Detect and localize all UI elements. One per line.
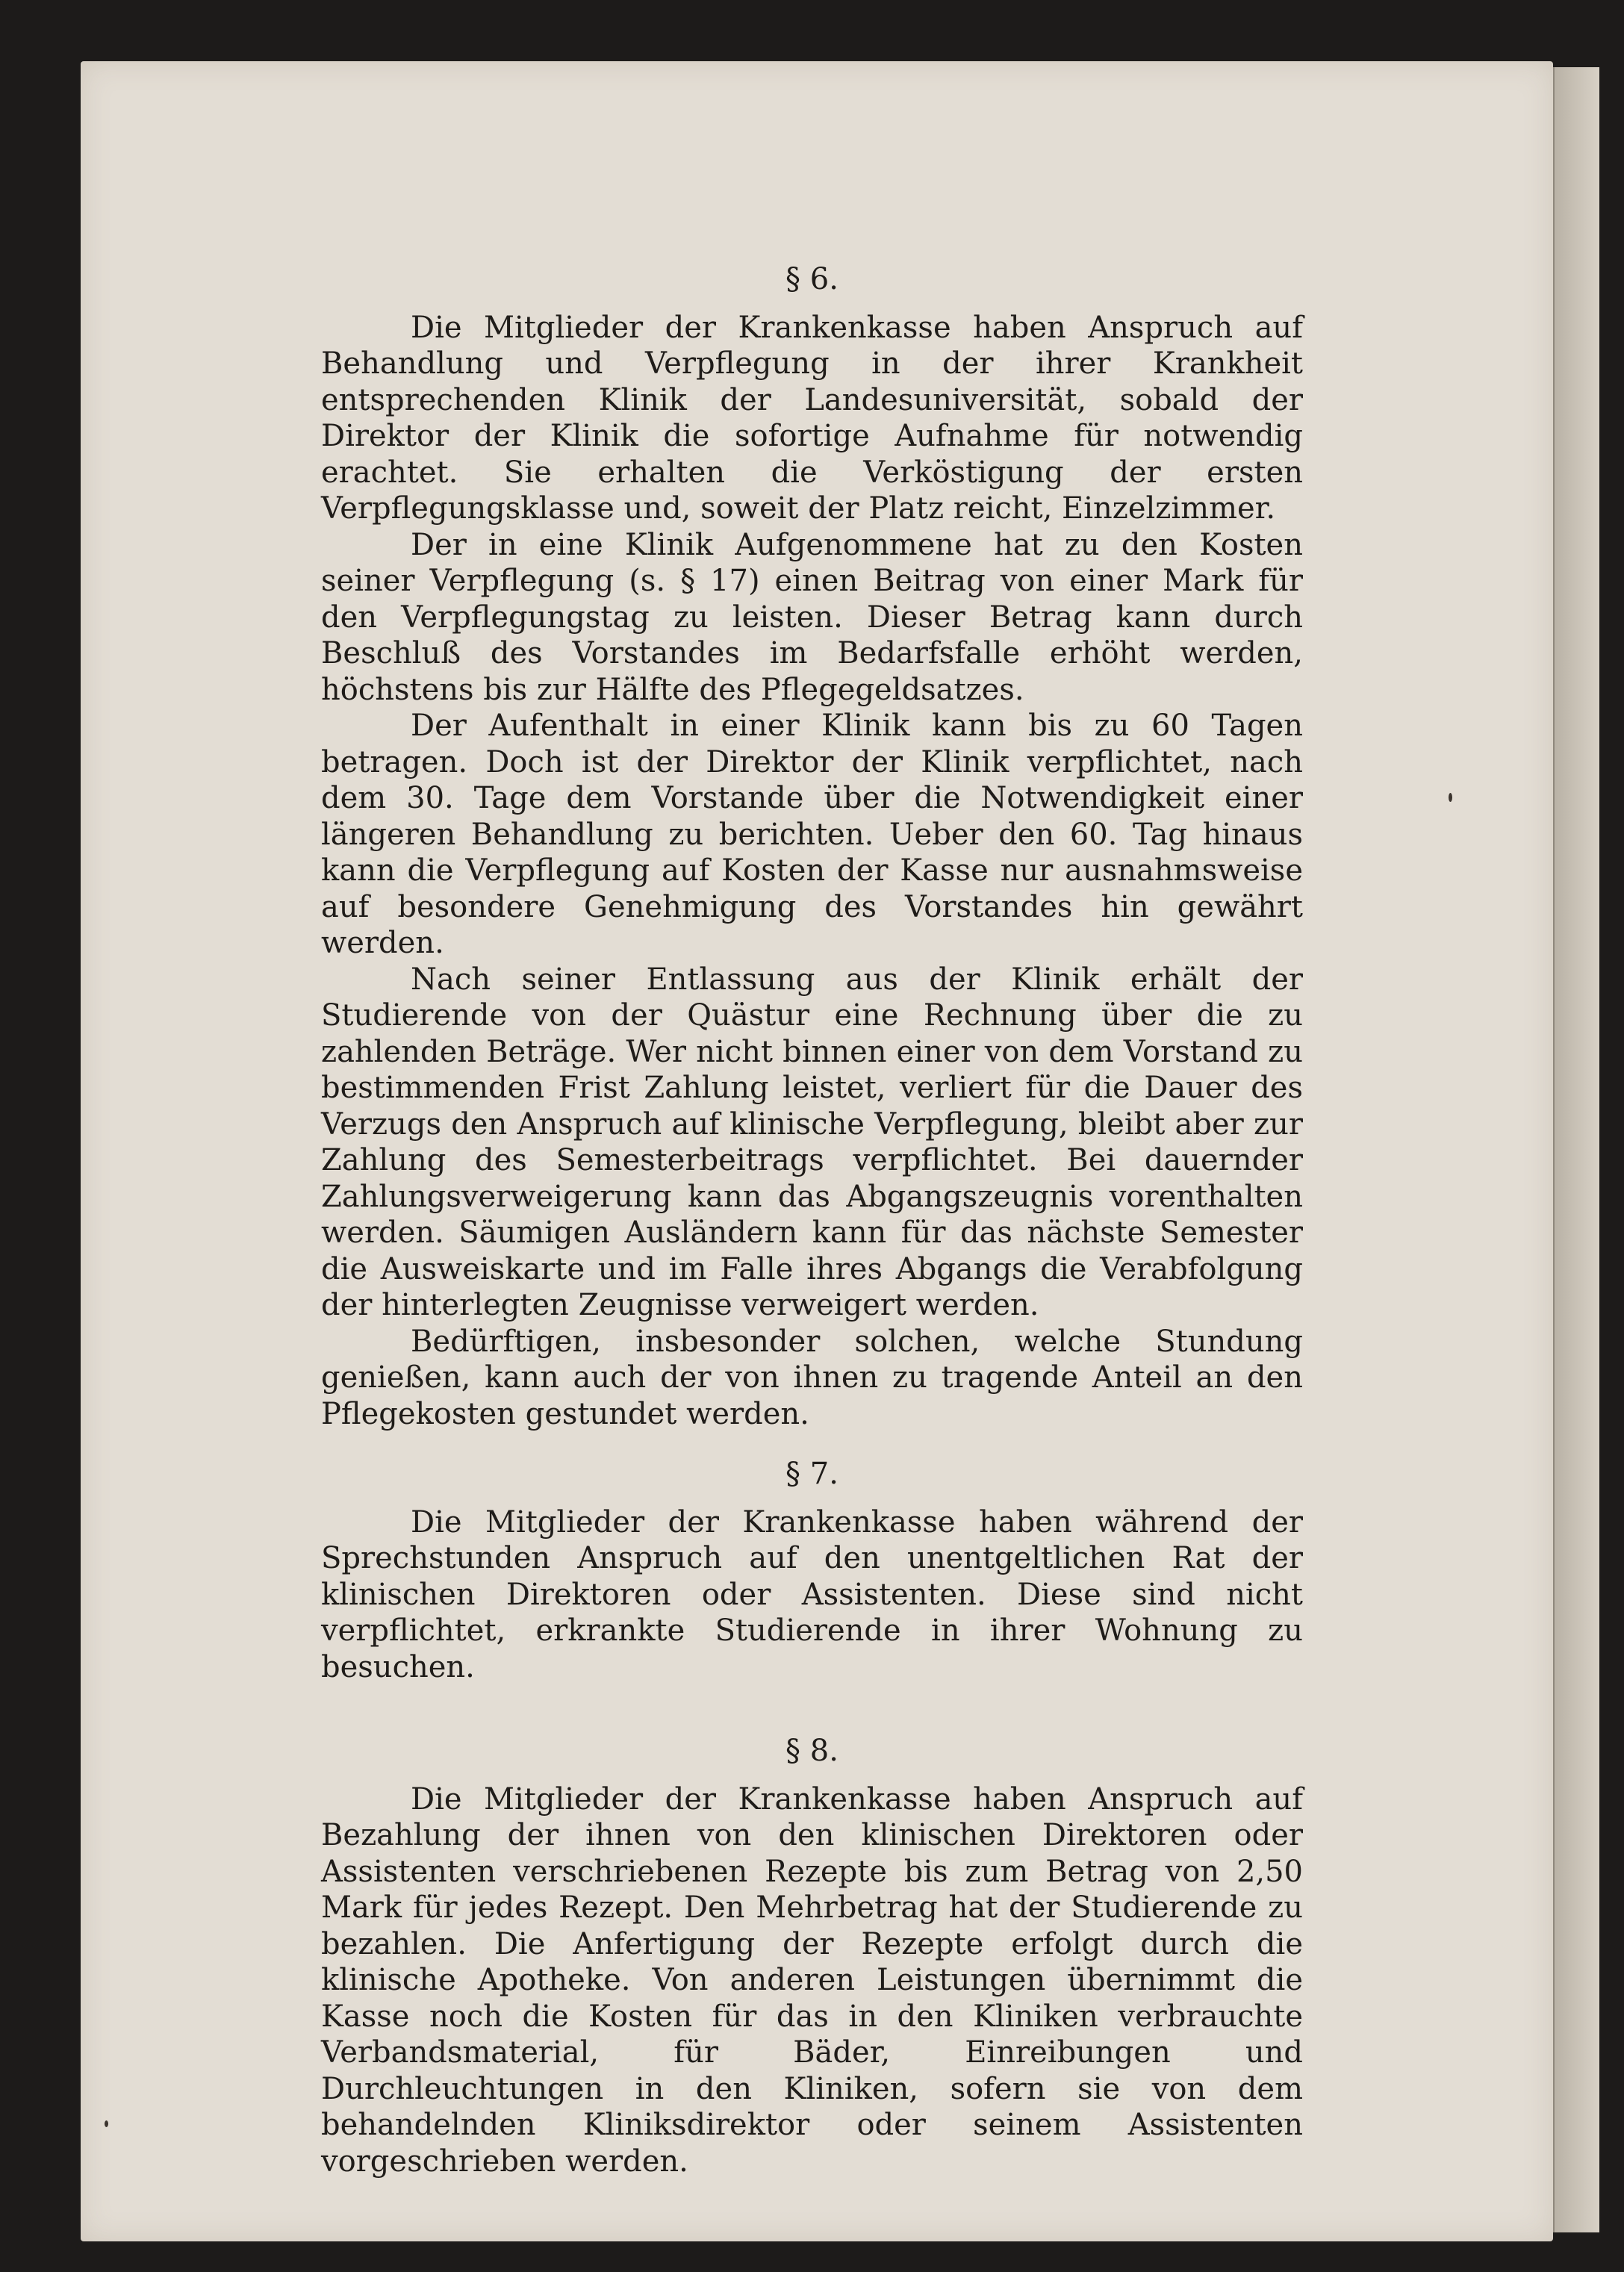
paper-speck — [105, 2120, 108, 2127]
section-6 — [321, 261, 1303, 1432]
section-paragraph: Die Mitglieder der Krankenkasse haben während der Sprechstunden Anspruch auf den unentgeltlichen Rat der klinischen Direktoren oder Assistenten. Diese sind nicht verpflichtet, erkrankte Studierende in ihrer Wohnung zu besuchen. — [321, 1504, 1303, 1684]
section-heading: § 8. — [785, 1734, 839, 1768]
adjacent-page-edge — [1553, 67, 1599, 2232]
paper-speck — [1449, 793, 1452, 802]
section-paragraph: Der Aufenthalt in einer Klinik kann bis zu 60 Tagen betragen. Doch ist der Direktor der Klinik verpflichtet, nach dem 30. Tage dem Vorstande über die Notwendigkeit einer längeren Behandlung zu berichten. Ueber den 60. Tag hinaus kann die Verpflegung auf Kosten der Kasse nur ausnahmsweise auf besondere Genehmigung des Vorstandes hin gewährt werden. — [321, 709, 1303, 960]
section-paragraph: Bedürftigen, insbesonder solchen, welche Stundung genießen, kann auch der von ihnen zu tragende Anteil an den Pflegekosten gestundet werden. — [321, 1324, 1303, 1431]
section-8 — [321, 1733, 1303, 2179]
section-heading: § 7. — [785, 1457, 839, 1491]
section-paragraph: Der in eine Klinik Aufgenommene hat zu den Kosten seiner Verpflegung (s. § 17) einen Beitrag von einer Mark für den Verpflegungstag zu leisten. Dieser Betrag kann durch Beschluß des Vorstandes im Bedarfsfalle erhöht werden, höchstens bis zur Hälfte des Pflegegeldsatzes. — [321, 527, 1303, 707]
document-text — [321, 261, 1303, 2179]
section-paragraph: Nach seiner Entlassung aus der Klinik erhält der Studierende von der Quästur eine Rechnung über die zu zahlenden Beträge. Wer nicht binnen einer von dem Vorstand zu bestimmenden Frist Zahlung leistet, verliert für die Dauer des Verzugs den Anspruch auf klinische Verpflegung, bleibt aber zur Zahlung des Semesterbeitrags verpflichtet. Bei dauernder Zahlungsverweigerung kann das Abgangszeugnis vorenthalten werden. Säumigen Ausländern kann für das nächste Semester die Ausweiskarte und im Falle ihres Abgangs die Verabfolgung der hinterlegten Zeugnisse verweigert werden. — [321, 962, 1303, 1322]
section-7 — [321, 1456, 1303, 1685]
section-paragraph: Die Mitglieder der Krankenkasse haben Anspruch auf Behandlung und Verpflegung in der ihrer Krankheit entsprechenden Klinik der Landesuniversität, sobald der Direktor der Klinik die sofortige Aufnahme für notwendig erachtet. Sie erhalten die Verköstigung der ersten Verpflegungsklasse und, soweit der Platz reicht, Einzelzimmer. — [321, 310, 1303, 526]
section-heading: § 6. — [785, 262, 839, 296]
section-paragraph: Die Mitglieder der Krankenkasse haben Anspruch auf Bezahlung der ihnen von den klinischen Direktoren oder Assistenten verschriebenen Rezepte bis zum Betrag von 2,50 Mark für jedes Rezept. Den Mehrbetrag hat der Studierende zu bezahlen. Die Anfertigung der Rezepte erfolgt durch die klinische Apotheke. Von anderen Leistungen übernimmt die Kasse noch die Kosten für das in den Kliniken verbrauchte Verbandsmaterial, für Bäder, Einreibungen und Durchleuchtungen in den Kliniken, sofern sie von dem behandelnden Kliniksdirektor oder seinem Assistenten vorgeschrieben werden. — [321, 1781, 1303, 2179]
